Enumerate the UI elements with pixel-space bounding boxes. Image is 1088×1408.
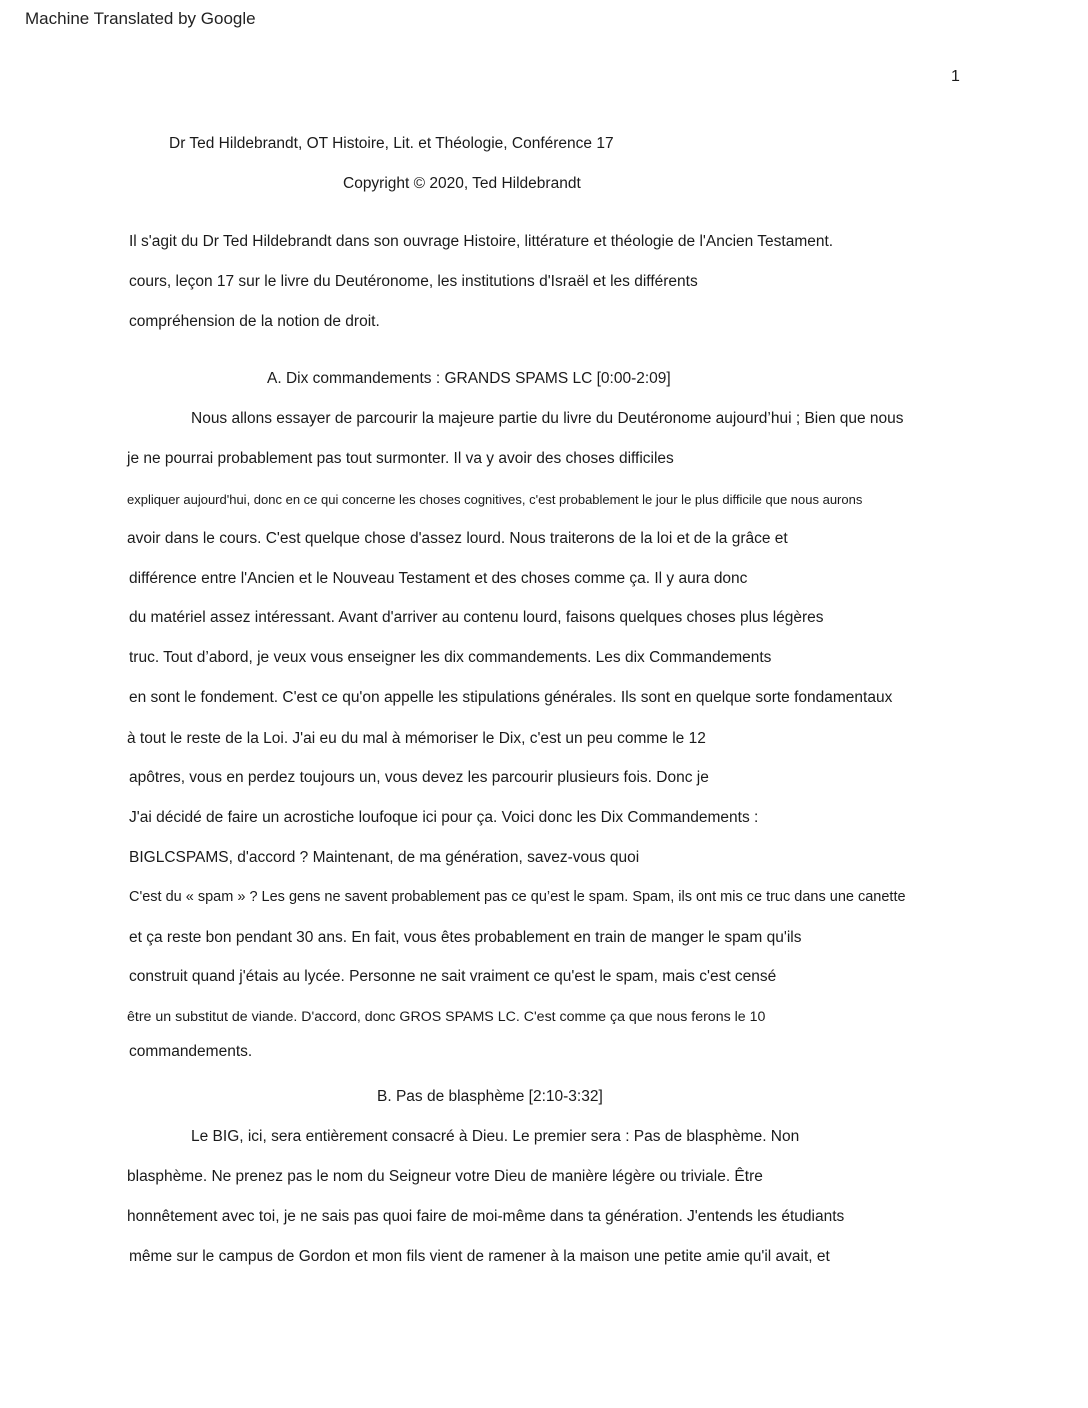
section-a-line: à tout le reste de la Loi. J'ai eu du mal à mémoriser le Dix, c'est un peu comme le 12 bbox=[127, 730, 706, 747]
section-a-heading: A. Dix commandements : GRANDS SPAMS LC [0:00-2:09] bbox=[267, 370, 671, 387]
section-a-line: être un substitut de viande. D'accord, donc GROS SPAMS LC. C'est comme ça que nous ferons le 10 bbox=[127, 1009, 766, 1025]
section-a-line: je ne pourrai probablement pas tout surmonter. Il va y avoir des choses difficiles bbox=[127, 450, 674, 467]
intro-line: compréhension de la notion de droit. bbox=[129, 313, 380, 330]
section-a-line: commandements. bbox=[129, 1043, 253, 1060]
intro-line: cours, leçon 17 sur le livre du Deutéronome, les institutions d'Israël et les différents bbox=[129, 273, 698, 290]
section-a-line: expliquer aujourd'hui, donc en ce qui concerne les choses cognitives, c'est probablement le jour le plus difficile que nous aurons bbox=[127, 492, 863, 507]
document-title: Dr Ted Hildebrandt, OT Histoire, Lit. et Théologie, Conférence 17 bbox=[169, 135, 614, 152]
section-a-line: BIGLCSPAMS, d'accord ? Maintenant, de ma génération, savez-vous quoi bbox=[129, 849, 640, 866]
section-a-line: apôtres, vous en perdez toujours un, vous devez les parcourir plusieurs fois. Donc je bbox=[129, 769, 709, 786]
section-a-line: construit quand j'étais au lycée. Personne ne sait vraiment ce qu'est le spam, mais c'est censé bbox=[129, 968, 777, 985]
section-b-line: blasphème. Ne prenez pas le nom du Seigneur votre Dieu de manière légère ou triviale. Être bbox=[127, 1168, 763, 1185]
section-a-line: du matériel assez intéressant. Avant d'arriver au contenu lourd, faisons quelques choses plus légères bbox=[129, 609, 824, 626]
section-a-line: truc. Tout d’abord, je veux vous enseigner les dix commandements. Les dix Commandements bbox=[129, 649, 772, 666]
machine-translation-watermark: Machine Translated by Google bbox=[25, 9, 256, 28]
section-a-line: différence entre l'Ancien et le Nouveau Testament et des choses comme ça. Il y aura donc bbox=[129, 570, 748, 587]
section-a-line: C'est du « spam » ? Les gens ne savent probablement pas ce qu’est le spam. Spam, ils ont mis ce truc dans une canette bbox=[129, 889, 906, 905]
section-b-heading: B. Pas de blasphème [2:10-3:32] bbox=[377, 1088, 603, 1105]
page-number: 1 bbox=[951, 68, 960, 85]
section-a-line: J'ai décidé de faire un acrostiche loufoque ici pour ça. Voici donc les Dix Commandements : bbox=[129, 809, 759, 826]
section-b-line: même sur le campus de Gordon et mon fils vient de ramener à la maison une petite amie qu'il avait, et bbox=[129, 1248, 830, 1265]
section-a-line: avoir dans le cours. C'est quelque chose d'assez lourd. Nous traiterons de la loi et de la grâce et bbox=[127, 530, 788, 547]
section-a-line: Nous allons essayer de parcourir la majeure partie du livre du Deutéronome aujourd’hui ; Bien que nous bbox=[191, 410, 904, 427]
section-a-line: et ça reste bon pendant 30 ans. En fait, vous êtes probablement en train de manger le spam qu'ils bbox=[129, 929, 802, 946]
section-b-line: honnêtement avec toi, je ne sais pas quoi faire de moi-même dans ta génération. J'entends les étudiants bbox=[127, 1208, 845, 1225]
intro-line: Il s'agit du Dr Ted Hildebrandt dans son ouvrage Histoire, littérature et théologie de l'Ancien Testament. bbox=[129, 233, 834, 250]
copyright-line: Copyright © 2020, Ted Hildebrandt bbox=[343, 175, 581, 192]
section-b-line: Le BIG, ici, sera entièrement consacré à Dieu. Le premier sera : Pas de blasphème. Non bbox=[191, 1128, 800, 1145]
section-a-line: en sont le fondement. C'est ce qu'on appelle les stipulations générales. Ils sont en quelque sorte fondamentaux bbox=[129, 689, 893, 706]
